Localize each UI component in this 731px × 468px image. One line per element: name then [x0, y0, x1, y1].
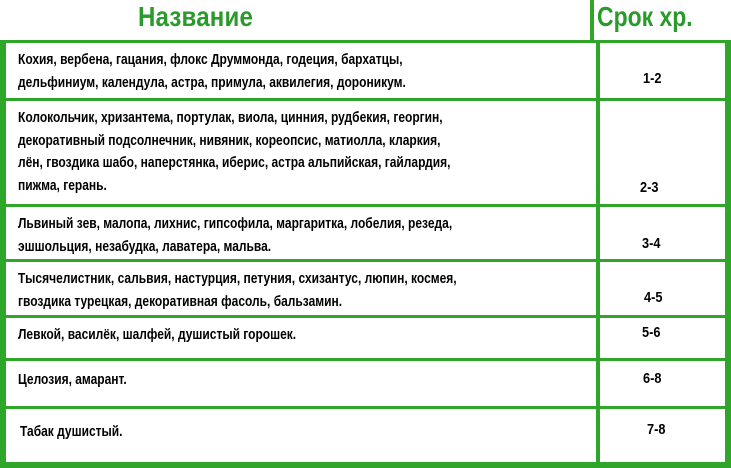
- term-cell: [596, 207, 725, 259]
- table-row: [6, 101, 725, 204]
- row-term-text: 1-2: [643, 70, 662, 87]
- name-cell: [6, 361, 592, 406]
- term-cell: [596, 318, 725, 358]
- name-cell: [6, 262, 592, 315]
- name-cell: [6, 207, 592, 259]
- term-cell: [596, 409, 725, 462]
- term-cell: [596, 43, 725, 98]
- table-row: [6, 409, 725, 462]
- table-row: [6, 361, 725, 406]
- row-term-text: 5-6: [642, 324, 661, 341]
- table-row: [6, 207, 725, 259]
- table-row: [6, 262, 725, 315]
- table-row: [6, 318, 725, 358]
- row-name-text: Тысячелистник, сальвия, настурция, петуния, схизантус, люпин, космея, гвоздика турецкая, декоративная фасоль, бальзамин.: [18, 270, 457, 310]
- row-name-text: Целозия, амарант.: [18, 371, 127, 388]
- term-cell: [596, 361, 725, 406]
- name-cell: [6, 43, 592, 98]
- name-cell: [6, 409, 592, 462]
- row-term-text: 4-5: [644, 289, 663, 306]
- term-cell: [596, 262, 725, 315]
- row-term-text: 7-8: [647, 421, 666, 438]
- table-header: [0, 0, 731, 40]
- row-name-text: Львиный зев, малопа, лихнис, гипсофила, маргаритка, лобелия, резеда, эшшольция, незабудка, лаватера, мальва.: [18, 215, 453, 255]
- row-name-text: Колокольчик, хризантема, портулак, виола, цинния, рудбекия, георгин, декоративный подсолнечник, нивяник, кореопсис, матиолла, кларкия, лён, гвоздика шабо, наперстянка, иберис, астра альпийская, гайлардия, пижма, герань.: [18, 109, 451, 194]
- row-term-text: 6-8: [643, 370, 662, 387]
- row-name-text: Кохия, вербена, гацания, флокс Друммонда, годеция, бархатцы, дельфиниум, календула, астра, примула, аквилегия, дороникум.: [18, 51, 406, 91]
- table-row: [6, 43, 725, 98]
- row-term-text: 3-4: [642, 235, 661, 252]
- header-divider: [590, 0, 594, 40]
- name-cell: [6, 101, 592, 204]
- column-header-name: Название: [138, 1, 254, 32]
- row-name-text: Левкой, василёк, шалфей, душистый горошек.: [18, 326, 297, 343]
- column-header-term: Срок хр.: [597, 1, 693, 32]
- row-term-text: 2-3: [640, 179, 659, 196]
- row-name-text: Табак душистый.: [20, 423, 123, 440]
- term-cell: [596, 101, 725, 204]
- name-cell: [6, 318, 592, 358]
